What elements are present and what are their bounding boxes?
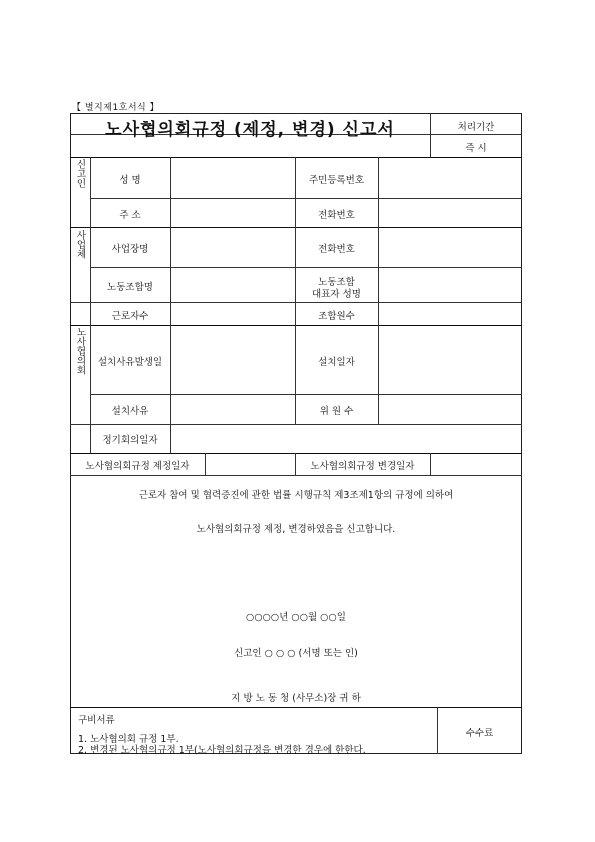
- committee-count-label: 위 원 수: [319, 406, 354, 417]
- reporter-signature-line: 신고인 ○ ○ ○ (서명 또는 인): [234, 648, 358, 659]
- divider: [90, 198, 522, 199]
- business-phone-label: 전화번호: [318, 244, 355, 255]
- statement-line1: 근로자 참여 및 협력증진에 관한 법률 시행규칙 제3조제1항의 규정에 의하여: [138, 490, 454, 501]
- name-label: 성 명: [119, 175, 141, 186]
- address-label: 주 소: [119, 210, 141, 221]
- union-rep-label-line1: 노동조합: [318, 277, 355, 288]
- reason-date-label: 설치사유발생일: [97, 357, 163, 368]
- required-documents-heading: 구비서류: [78, 715, 115, 726]
- members-label: 조합원수: [318, 311, 355, 322]
- form-number-label: 【 별지제1호서식 】: [72, 103, 160, 113]
- divider: [70, 157, 522, 158]
- fee-label: 수수료: [465, 728, 494, 739]
- divider: [70, 475, 522, 476]
- processing-period-value: 즉 시: [465, 143, 487, 154]
- install-reason-label: 설치사유: [111, 406, 149, 417]
- statement-line2: 노사협의회규정 제정, 변경하였음을 신고합니다.: [196, 524, 396, 535]
- divider: [90, 267, 522, 268]
- divider: [70, 227, 522, 228]
- section-reporter-label: 신고인: [74, 159, 86, 188]
- change-date-label: 노사협의회규정 변경일자: [310, 461, 415, 472]
- resident-number-label: 주민등록번호: [308, 175, 365, 186]
- required-document-item: 2. 변경된 노사협의규정 1부(노사협의회규정을 변경한 경우에 한한다.: [78, 745, 366, 756]
- regular-meeting-label: 정기회의일자: [102, 435, 158, 446]
- install-date-label: 설치일자: [318, 357, 355, 368]
- section-council-label: 노사협의회: [74, 327, 86, 375]
- divider: [430, 134, 522, 135]
- divider: [70, 453, 522, 454]
- divider: [70, 707, 522, 708]
- union-name-label: 노동조합명: [107, 282, 153, 293]
- divider: [70, 302, 522, 303]
- divider: [70, 424, 522, 425]
- enact-date-label: 노사협의회규정 제정일자: [85, 461, 190, 472]
- recipient-line: 지 방 노 동 청 (사무소)장 귀 하: [231, 693, 361, 704]
- report-date: ○○○○년 ○○월 ○○일: [246, 612, 346, 623]
- divider: [170, 157, 171, 453]
- section-business-label: 사업체: [74, 230, 86, 259]
- workers-label: 근로자수: [111, 311, 149, 322]
- processing-period-label: 처리기간: [457, 122, 495, 133]
- divider: [378, 157, 379, 424]
- form-title: 노사협의회규정 (제정, 변경) 신고서: [105, 120, 395, 140]
- divider: [205, 453, 206, 475]
- divider: [430, 453, 431, 475]
- union-rep-label-line2: 대표자 성명: [312, 289, 361, 300]
- business-name-label: 사업장명: [111, 244, 149, 255]
- required-document-item: 1. 노사협의회 규정 1부.: [78, 734, 179, 745]
- divider: [70, 325, 522, 326]
- divider: [90, 394, 522, 395]
- phone-label: 전화번호: [318, 210, 355, 221]
